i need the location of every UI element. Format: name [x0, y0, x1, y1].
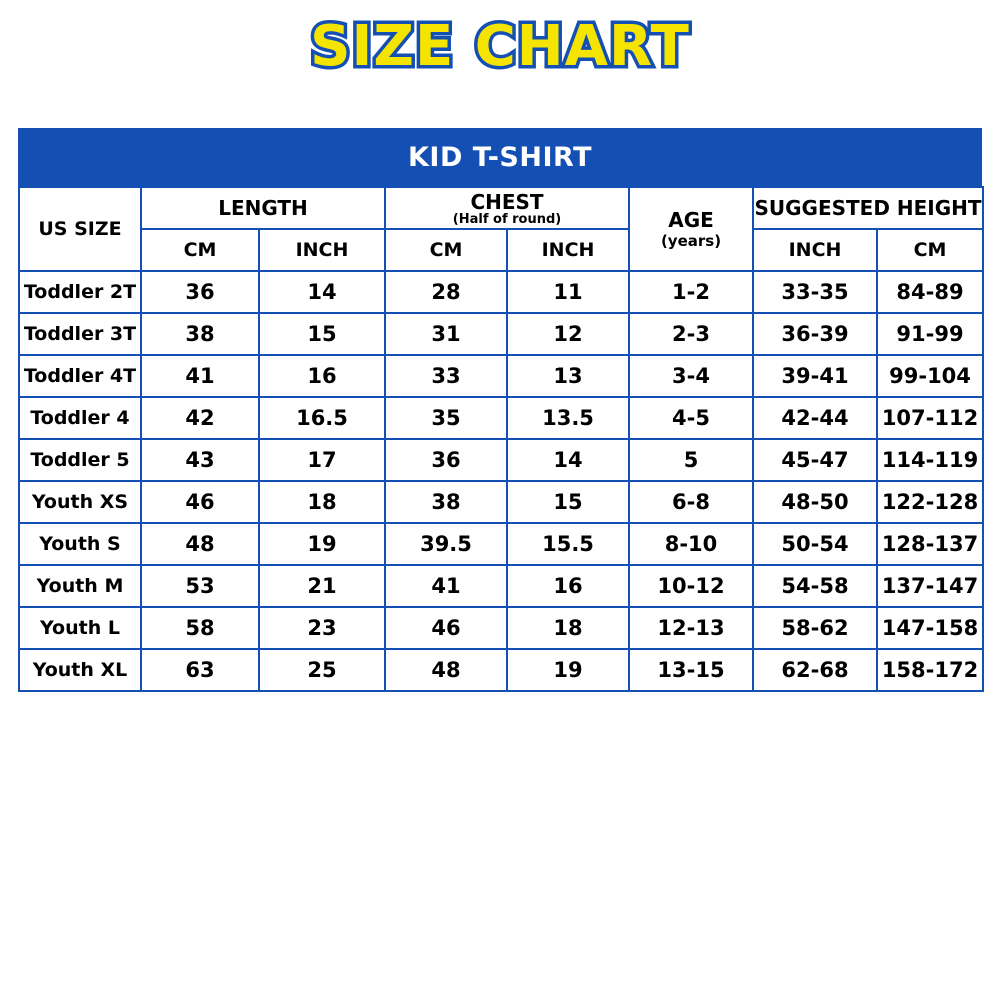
table-row: [19, 271, 983, 313]
row-label-cell: Youth XS: [19, 481, 141, 523]
table-cell: 50-54: [753, 523, 877, 565]
table-cell: 14: [507, 439, 629, 481]
table-cell: 16: [259, 355, 385, 397]
table-cell: 8-10: [629, 523, 753, 565]
table-cell: 31: [385, 313, 507, 355]
table-cell: 11: [507, 271, 629, 313]
table-cell: 12: [507, 313, 629, 355]
table-cell: 46: [141, 481, 259, 523]
table-cell: 38: [141, 313, 259, 355]
table-row: [19, 355, 983, 397]
table-row: [19, 565, 983, 607]
header-chest: [385, 187, 629, 229]
table-cell: 33-35: [753, 271, 877, 313]
table-cell: 14: [259, 271, 385, 313]
table-cell: 58-62: [753, 607, 877, 649]
table-cell: 33: [385, 355, 507, 397]
size-table-area: [18, 128, 982, 692]
table-cell: 25: [259, 649, 385, 691]
table-cell: 39-41: [753, 355, 877, 397]
table-body: [19, 271, 983, 691]
table-cell: 42-44: [753, 397, 877, 439]
table-cell: 13.5: [507, 397, 629, 439]
table-cell: 62-68: [753, 649, 877, 691]
size-chart-table: [18, 186, 984, 692]
header-length: LENGTH: [141, 187, 385, 229]
row-label-cell: Toddler 4T: [19, 355, 141, 397]
table-cell: 2-3: [629, 313, 753, 355]
table-cell: 36-39: [753, 313, 877, 355]
product-banner: KID T-SHIRT: [18, 128, 982, 186]
table-cell: 114-119: [877, 439, 983, 481]
header-chest-cm: CM: [385, 229, 507, 271]
table-cell: 36: [385, 439, 507, 481]
table-row: [19, 397, 983, 439]
table-cell: 91-99: [877, 313, 983, 355]
table-cell: 38: [385, 481, 507, 523]
page-title-area: [0, 0, 1000, 80]
table-cell: 58: [141, 607, 259, 649]
table-cell: 23: [259, 607, 385, 649]
table-cell: 4-5: [629, 397, 753, 439]
table-cell: 48: [141, 523, 259, 565]
table-cell: 28: [385, 271, 507, 313]
table-cell: 16.5: [259, 397, 385, 439]
row-label-cell: Toddler 5: [19, 439, 141, 481]
table-cell: 53: [141, 565, 259, 607]
table-cell: 35: [385, 397, 507, 439]
table-cell: 3-4: [629, 355, 753, 397]
table-cell: 15: [259, 313, 385, 355]
table-cell: 42: [141, 397, 259, 439]
table-cell: 122-128: [877, 481, 983, 523]
table-header: [19, 187, 983, 271]
table-cell: 84-89: [877, 271, 983, 313]
header-length-inch: INCH: [259, 229, 385, 271]
table-cell: 54-58: [753, 565, 877, 607]
table-cell: 147-158: [877, 607, 983, 649]
table-header-row-main: [19, 187, 983, 229]
header-height-cm: CM: [877, 229, 983, 271]
table-cell: 19: [259, 523, 385, 565]
table-cell: 19: [507, 649, 629, 691]
table-row: [19, 523, 983, 565]
table-cell: 1-2: [629, 271, 753, 313]
table-cell: 10-12: [629, 565, 753, 607]
table-cell: 48: [385, 649, 507, 691]
header-age: [629, 187, 753, 271]
header-chest-note: (Half of round): [452, 211, 562, 227]
header-chest-inch: INCH: [507, 229, 629, 271]
table-cell: 41: [385, 565, 507, 607]
table-cell: 63: [141, 649, 259, 691]
table-cell: 15.5: [507, 523, 629, 565]
header-us-size: US SIZE: [19, 187, 141, 271]
row-label-cell: Youth XL: [19, 649, 141, 691]
row-label-cell: Toddler 2T: [19, 271, 141, 313]
table-row: [19, 607, 983, 649]
header-chest-label: CHEST: [470, 189, 544, 214]
table-cell: 13-15: [629, 649, 753, 691]
row-label-cell: Youth M: [19, 565, 141, 607]
table-cell: 99-104: [877, 355, 983, 397]
row-label-cell: Youth L: [19, 607, 141, 649]
table-cell: 158-172: [877, 649, 983, 691]
header-age-label: AGE: [668, 208, 714, 232]
table-cell: 45-47: [753, 439, 877, 481]
table-cell: 21: [259, 565, 385, 607]
table-cell: 43: [141, 439, 259, 481]
table-row: [19, 481, 983, 523]
table-row: [19, 649, 983, 691]
table-cell: 16: [507, 565, 629, 607]
table-cell: 48-50: [753, 481, 877, 523]
table-cell: 15: [507, 481, 629, 523]
table-cell: 17: [259, 439, 385, 481]
header-age-note: (years): [660, 232, 722, 250]
table-cell: 41: [141, 355, 259, 397]
row-label-cell: Toddler 4: [19, 397, 141, 439]
row-label-cell: Youth S: [19, 523, 141, 565]
table-cell: 46: [385, 607, 507, 649]
table-cell: 5: [629, 439, 753, 481]
table-cell: 36: [141, 271, 259, 313]
table-cell: 137-147: [877, 565, 983, 607]
table-cell: 18: [507, 607, 629, 649]
header-suggested-height: SUGGESTED HEIGHT: [753, 187, 983, 229]
table-cell: 39.5: [385, 523, 507, 565]
row-label-cell: Toddler 3T: [19, 313, 141, 355]
table-cell: 18: [259, 481, 385, 523]
table-cell: 12-13: [629, 607, 753, 649]
table-cell: 13: [507, 355, 629, 397]
table-cell: 107-112: [877, 397, 983, 439]
table-row: [19, 439, 983, 481]
table-header-row-sub: [19, 229, 983, 271]
header-height-inch: INCH: [753, 229, 877, 271]
table-cell: 128-137: [877, 523, 983, 565]
table-cell: 6-8: [629, 481, 753, 523]
page-title: SIZE CHART: [310, 14, 690, 79]
header-length-cm: CM: [141, 229, 259, 271]
table-row: [19, 313, 983, 355]
